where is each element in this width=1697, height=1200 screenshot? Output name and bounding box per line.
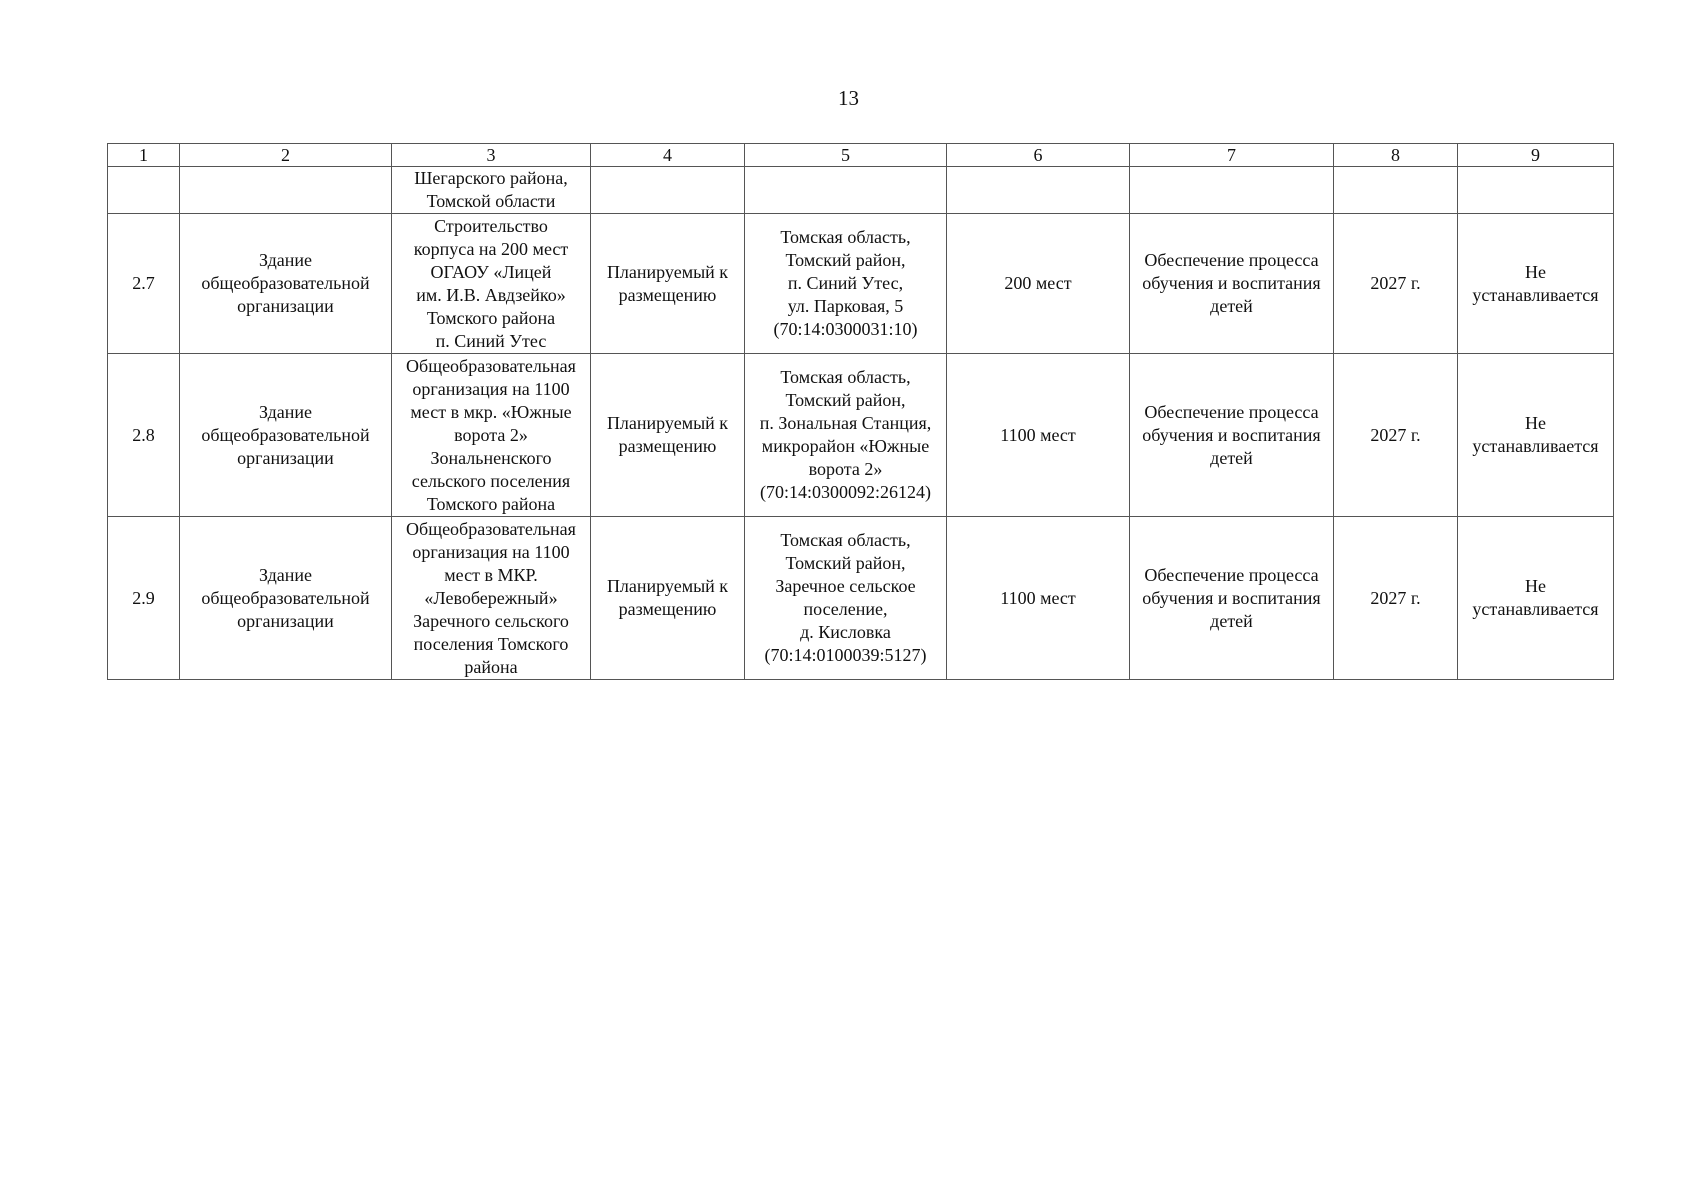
header-cell: 1 (108, 144, 180, 167)
page-number: 13 (838, 86, 859, 110)
year-cell: 2027 г. (1334, 517, 1458, 680)
zone-cell: Не устанавливается (1458, 354, 1614, 517)
row-number-cell: 2.9 (108, 517, 180, 680)
purpose-cell: Обеспечение процесса обучения и воспитания детей (1130, 517, 1334, 680)
continuation-row (108, 167, 1614, 214)
header-cell: 6 (947, 144, 1130, 167)
capacity-cell: 1100 мест (947, 517, 1130, 680)
table-cell (1458, 167, 1614, 214)
header-cell: 7 (1130, 144, 1334, 167)
location-cell: Томская область, Томский район, Заречное сельское поселение, д. Кисловка (70:14:0100039:5127) (745, 517, 947, 680)
table-cell: Шегарского района, Томской области (392, 167, 591, 214)
header-cell: 9 (1458, 144, 1614, 167)
object-name-cell: Строительство корпуса на 200 мест ОГАОУ «Лицей им. И.В. Авдзейко» Томского района п. Синий Утес (392, 214, 591, 354)
location-cell: Томская область, Томский район, п. Зональная Станция, микрорайон «Южные ворота 2» (70:14:0300092:26124) (745, 354, 947, 517)
table-cell (1334, 167, 1458, 214)
table-row (108, 517, 1614, 680)
table-cell (745, 167, 947, 214)
object-type-cell: Здание общеобразовательной организации (180, 354, 392, 517)
capacity-cell: 200 мест (947, 214, 1130, 354)
table-row (108, 354, 1614, 517)
object-name-cell: Общеобразовательная организация на 1100 мест в мкр. «Южные ворота 2» Зональненского сельского поселения Томского района (392, 354, 591, 517)
zone-cell: Не устанавливается (1458, 517, 1614, 680)
row-number-cell: 2.8 (108, 354, 180, 517)
status-cell: Планируемый к размещению (591, 517, 745, 680)
purpose-cell: Обеспечение процесса обучения и воспитания детей (1130, 214, 1334, 354)
capacity-cell: 1100 мест (947, 354, 1130, 517)
table-cell (180, 167, 392, 214)
header-cell: 8 (1334, 144, 1458, 167)
purpose-cell: Обеспечение процесса обучения и воспитания детей (1130, 354, 1334, 517)
status-cell: Планируемый к размещению (591, 214, 745, 354)
header-row (108, 144, 1614, 167)
object-name-cell: Общеобразовательная организация на 1100 мест в МКР. «Левобережный» Заречного сельского поселения Томского района (392, 517, 591, 680)
header-cell: 4 (591, 144, 745, 167)
data-table (107, 143, 1614, 680)
year-cell: 2027 г. (1334, 354, 1458, 517)
table-cell (591, 167, 745, 214)
table-cell (1130, 167, 1334, 214)
table-cell (947, 167, 1130, 214)
table-row (108, 214, 1614, 354)
location-cell: Томская область, Томский район, п. Синий Утес, ул. Парковая, 5 (70:14:0300031:10) (745, 214, 947, 354)
header-cell: 3 (392, 144, 591, 167)
row-number-cell: 2.7 (108, 214, 180, 354)
object-type-cell: Здание общеобразовательной организации (180, 214, 392, 354)
year-cell: 2027 г. (1334, 214, 1458, 354)
zone-cell: Не устанавливается (1458, 214, 1614, 354)
object-type-cell: Здание общеобразовательной организации (180, 517, 392, 680)
header-cell: 2 (180, 144, 392, 167)
status-cell: Планируемый к размещению (591, 354, 745, 517)
header-cell: 5 (745, 144, 947, 167)
table-cell (108, 167, 180, 214)
